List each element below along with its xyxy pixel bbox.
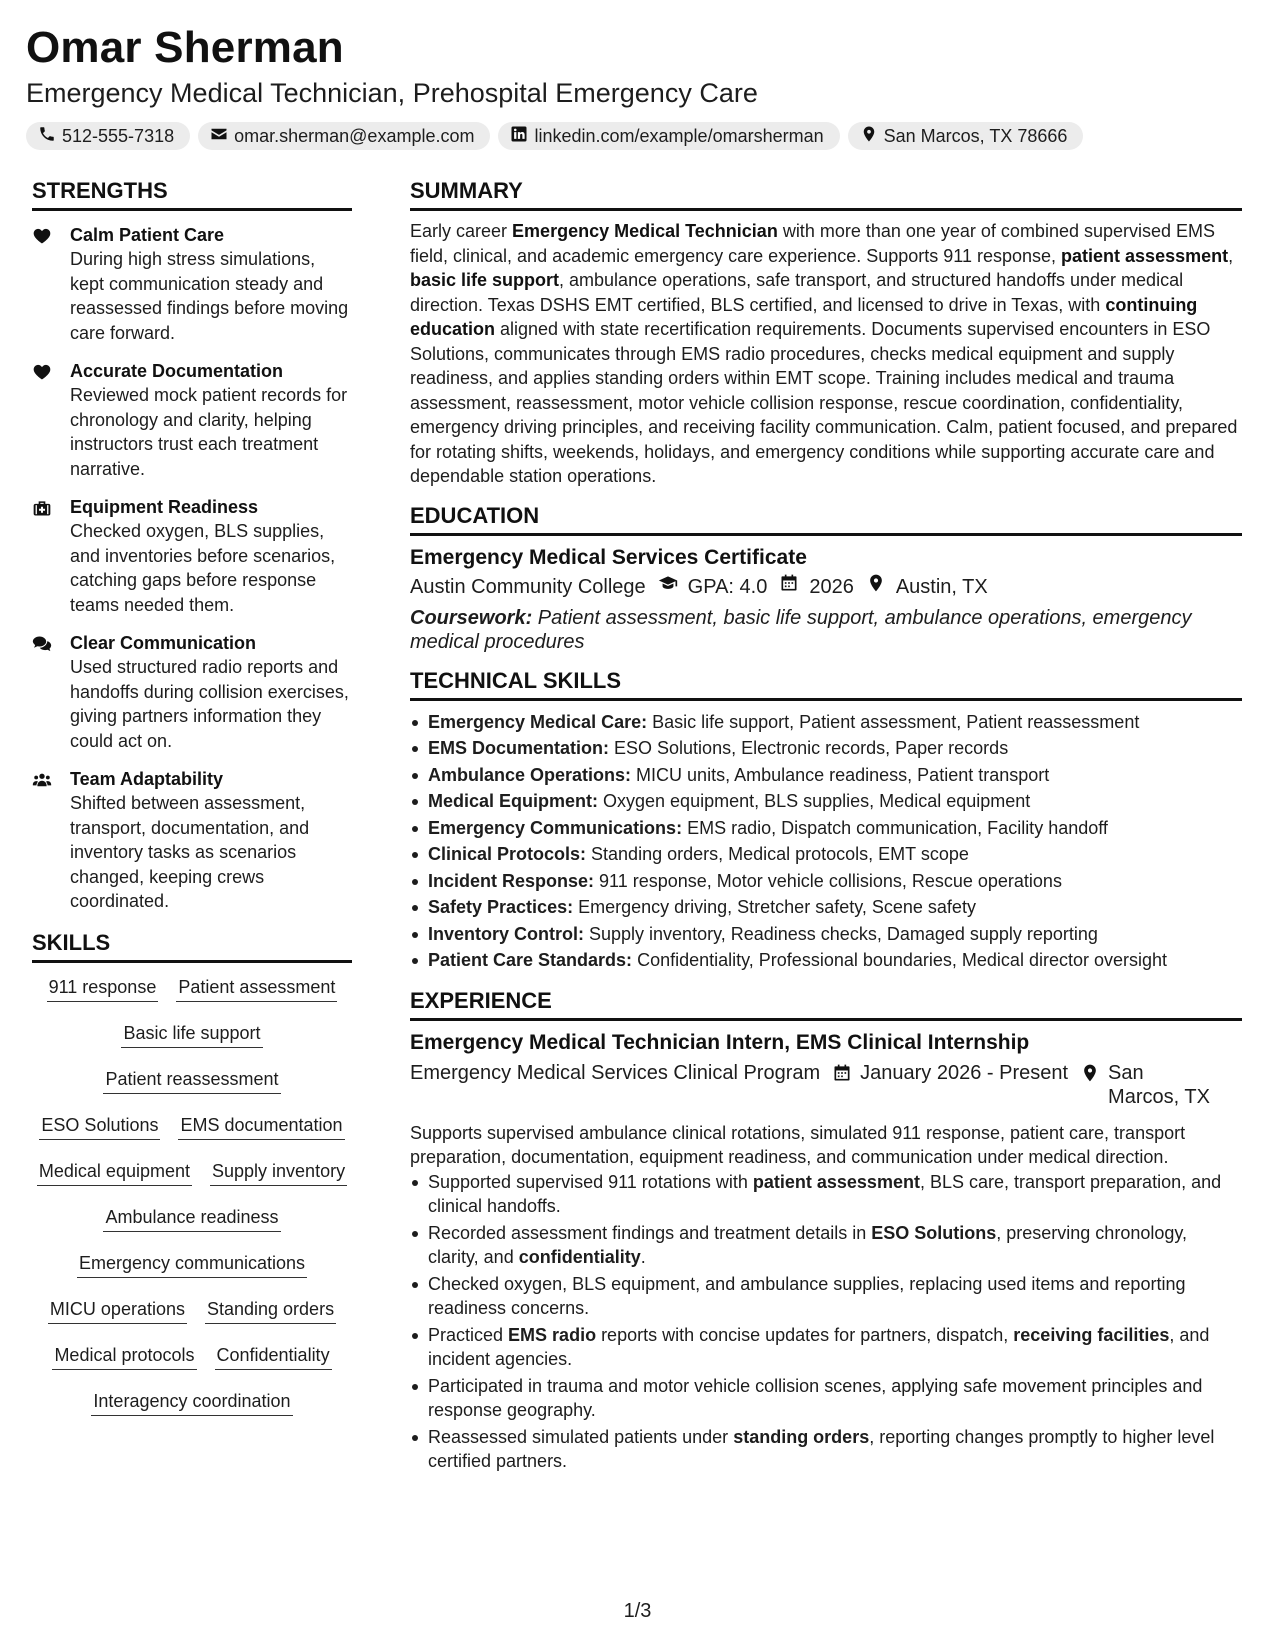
skill-tag: Confidentiality xyxy=(215,1343,332,1370)
strength-desc: During high stress simulations, kept communication steady and reassessed findings before moving care forward. xyxy=(70,249,349,343)
contact-bar xyxy=(26,122,1256,150)
education-meta xyxy=(410,572,1242,602)
list-item: Emergency Communications: EMS radio, Dispatch communication, Facility handoff xyxy=(410,815,1242,842)
education-year: 2026 xyxy=(809,575,854,598)
job-description: Supports supervised ambulance clinical rotations, simulated 911 response, patient care, transport preparation, documentation, equipment readiness, and communication under medical direction. xyxy=(410,1122,1186,1167)
skill-tag: Patient assessment xyxy=(176,975,337,1002)
strength-desc: Checked oxygen, BLS supplies, and inventories before scenarios, catching gaps before response teams needed them. xyxy=(70,521,336,615)
users-icon xyxy=(32,767,58,914)
list-item: EMS Documentation: ESO Solutions, Electronic records, Paper records xyxy=(410,735,1242,762)
resume-header xyxy=(26,20,1256,150)
skill-tag: EMS documentation xyxy=(178,1113,344,1140)
right-column xyxy=(410,176,1242,1476)
page-number: 1/3 xyxy=(623,1600,652,1622)
calendar-icon xyxy=(832,1061,860,1089)
candidate-headline: Emergency Medical Technician, Prehospital Emergency Care xyxy=(26,78,758,108)
list-item: Safety Practices: Emergency driving, Stretcher safety, Scene safety xyxy=(410,894,1242,921)
skill-tag: Emergency communications xyxy=(77,1251,307,1278)
job-title: Emergency Medical Technician Intern, EMS Clinical Internship xyxy=(410,1030,1030,1054)
medkit-icon xyxy=(32,495,58,617)
envelope-icon xyxy=(210,125,228,148)
list-item: Supported supervised 911 rotations with patient assessment, BLS care, transport preparation, and clinical handoffs. xyxy=(410,1170,1242,1218)
map-pin-icon xyxy=(1080,1061,1108,1089)
experience-heading: EXPERIENCE xyxy=(410,986,1242,1021)
skills-heading: SKILLS xyxy=(32,928,352,963)
phone-text: 512-555-7318 xyxy=(62,125,175,146)
strength-desc: Reviewed mock patient records for chronology and clarity, helping instructors trust each treatment narrative. xyxy=(70,385,348,479)
job-dates: January 2026 - Present xyxy=(860,1061,1069,1084)
strength-item xyxy=(32,223,352,345)
education-coursework: Coursework: Patient assessment, basic life support, ambulance operations, emergency medical procedures xyxy=(410,606,1192,653)
contact-location xyxy=(848,122,1084,150)
summary-heading: SUMMARY xyxy=(410,176,1242,211)
phone-icon xyxy=(38,125,56,148)
list-item: Reassessed simulated patients under standing orders, reporting changes promptly to higher level certified partners. xyxy=(410,1425,1242,1473)
strength-item xyxy=(32,359,352,481)
list-item: Ambulance Operations: MICU units, Ambulance readiness, Patient transport xyxy=(410,762,1242,789)
job-organization: Emergency Medical Services Clinical Program xyxy=(410,1061,821,1084)
skill-tag: Basic life support xyxy=(121,1021,262,1048)
calendar-icon xyxy=(767,572,809,602)
strengths-list xyxy=(32,223,352,914)
strength-title: Clear Communication xyxy=(70,633,257,653)
candidate-name: Omar Sherman xyxy=(26,23,344,72)
education-heading: EDUCATION xyxy=(410,501,1242,536)
strength-item xyxy=(32,631,352,753)
strength-title: Team Adaptability xyxy=(70,769,224,789)
map-pin-icon xyxy=(860,125,878,148)
strength-title: Calm Patient Care xyxy=(70,225,225,245)
location-text: San Marcos, TX 78666 xyxy=(883,125,1068,146)
skills-tag-list xyxy=(32,975,352,1435)
skill-tag: ESO Solutions xyxy=(39,1113,160,1140)
email-text: omar.sherman@example.com xyxy=(234,125,475,146)
skill-tag: Supply inventory xyxy=(210,1159,347,1186)
left-column xyxy=(32,176,352,1435)
education-school: Austin Community College xyxy=(410,575,646,598)
skill-tag: Interagency coordination xyxy=(91,1389,292,1416)
skill-tag: MICU operations xyxy=(48,1297,187,1324)
strength-desc: Used structured radio reports and handoffs during collision exercises, giving partners information they could act on. xyxy=(70,657,349,751)
strengths-heading: STRENGTHS xyxy=(32,176,352,211)
map-pin-icon xyxy=(854,572,896,602)
list-item: Emergency Medical Care: Basic life support, Patient assessment, Patient reassessment xyxy=(410,709,1242,736)
skill-tag: 911 response xyxy=(47,975,159,1002)
heart-icon xyxy=(32,359,58,481)
skill-tag: Medical equipment xyxy=(37,1159,192,1186)
strength-title: Accurate Documentation xyxy=(70,361,284,381)
strength-desc: Shifted between assessment, transport, documentation, and inventory tasks as scenarios changed, keeping crews coordinated. xyxy=(70,793,310,911)
linkedin-text: linkedin.com/example/omarsherman xyxy=(534,125,824,146)
education-location: Austin, TX xyxy=(895,575,988,598)
skill-tag: Standing orders xyxy=(205,1297,336,1324)
skills-section xyxy=(32,928,352,1435)
contact-email[interactable] xyxy=(198,122,490,150)
strength-item xyxy=(32,767,352,914)
list-item: Medical Equipment: Oxygen equipment, BLS supplies, Medical equipment xyxy=(410,788,1242,815)
list-item: Recorded assessment findings and treatment details in ESO Solutions, preserving chronology, clarity, and confidentiality. xyxy=(410,1221,1242,1269)
job-location: San Marcos, TX xyxy=(1108,1061,1210,1108)
technical-skills-heading: TECHNICAL SKILLS xyxy=(410,666,1242,701)
skill-tag: Patient reassessment xyxy=(103,1067,280,1094)
skill-tag: Ambulance readiness xyxy=(103,1205,280,1232)
graduation-cap-icon xyxy=(646,572,688,602)
summary-text: Early career Emergency Medical Technician with more than one year of combined supervised EMS field, clinical, and academic emergency care experience. Supports 911 response, patient assessment, basic life support, ambulance operations, safe transport, and structured handoffs under medical direction. Texas DSHS EMT certified, BLS certified, and licensed to drive in Texas, with continuing education aligned with state recertification requirements. Documents supervised encounters in ESO Solutions, communicates through EMS radio procedures, checks medical equipment and supply readiness, and applies standing orders within EMT scope. Training includes medical and trauma assessment, reassessment, motor vehicle collision response, rescue coordination, confidentiality, emergency driving principles, and receiving facility communication. Calm, patient focused, and prepared for rotating shifts, weekends, holidays, and emergency conditions while supporting accurate care and dependable station operations. xyxy=(410,221,1238,486)
list-item: Inventory Control: Supply inventory, Readiness checks, Damaged supply reporting xyxy=(410,921,1242,948)
strength-item xyxy=(32,495,352,617)
list-item: Participated in trauma and motor vehicle collision scenes, applying safe movement principles and response geography. xyxy=(410,1374,1242,1422)
job-meta xyxy=(410,1061,1242,1109)
education-degree: Emergency Medical Services Certificate xyxy=(410,545,807,569)
comments-icon xyxy=(32,631,58,753)
list-item: Incident Response: 911 response, Motor vehicle collisions, Rescue operations xyxy=(410,868,1242,895)
list-item: Checked oxygen, BLS equipment, and ambulance supplies, replacing used items and reporting readiness concerns. xyxy=(410,1272,1242,1320)
education-gpa: GPA: 4.0 xyxy=(687,575,768,598)
contact-linkedin[interactable] xyxy=(498,122,839,150)
skill-tag: Medical protocols xyxy=(52,1343,196,1370)
technical-skills-list xyxy=(410,709,1242,974)
strength-title: Equipment Readiness xyxy=(70,497,259,517)
linkedin-icon xyxy=(510,125,528,148)
heart-icon xyxy=(32,223,58,345)
list-item: Patient Care Standards: Confidentiality, Professional boundaries, Medical director oversight xyxy=(410,947,1242,974)
list-item: Clinical Protocols: Standing orders, Medical protocols, EMT scope xyxy=(410,841,1242,868)
contact-phone[interactable] xyxy=(26,122,190,150)
list-item: Practiced EMS radio reports with concise updates for partners, dispatch, receiving facilities, and incident agencies. xyxy=(410,1323,1242,1371)
experience-bullets xyxy=(410,1170,1242,1473)
